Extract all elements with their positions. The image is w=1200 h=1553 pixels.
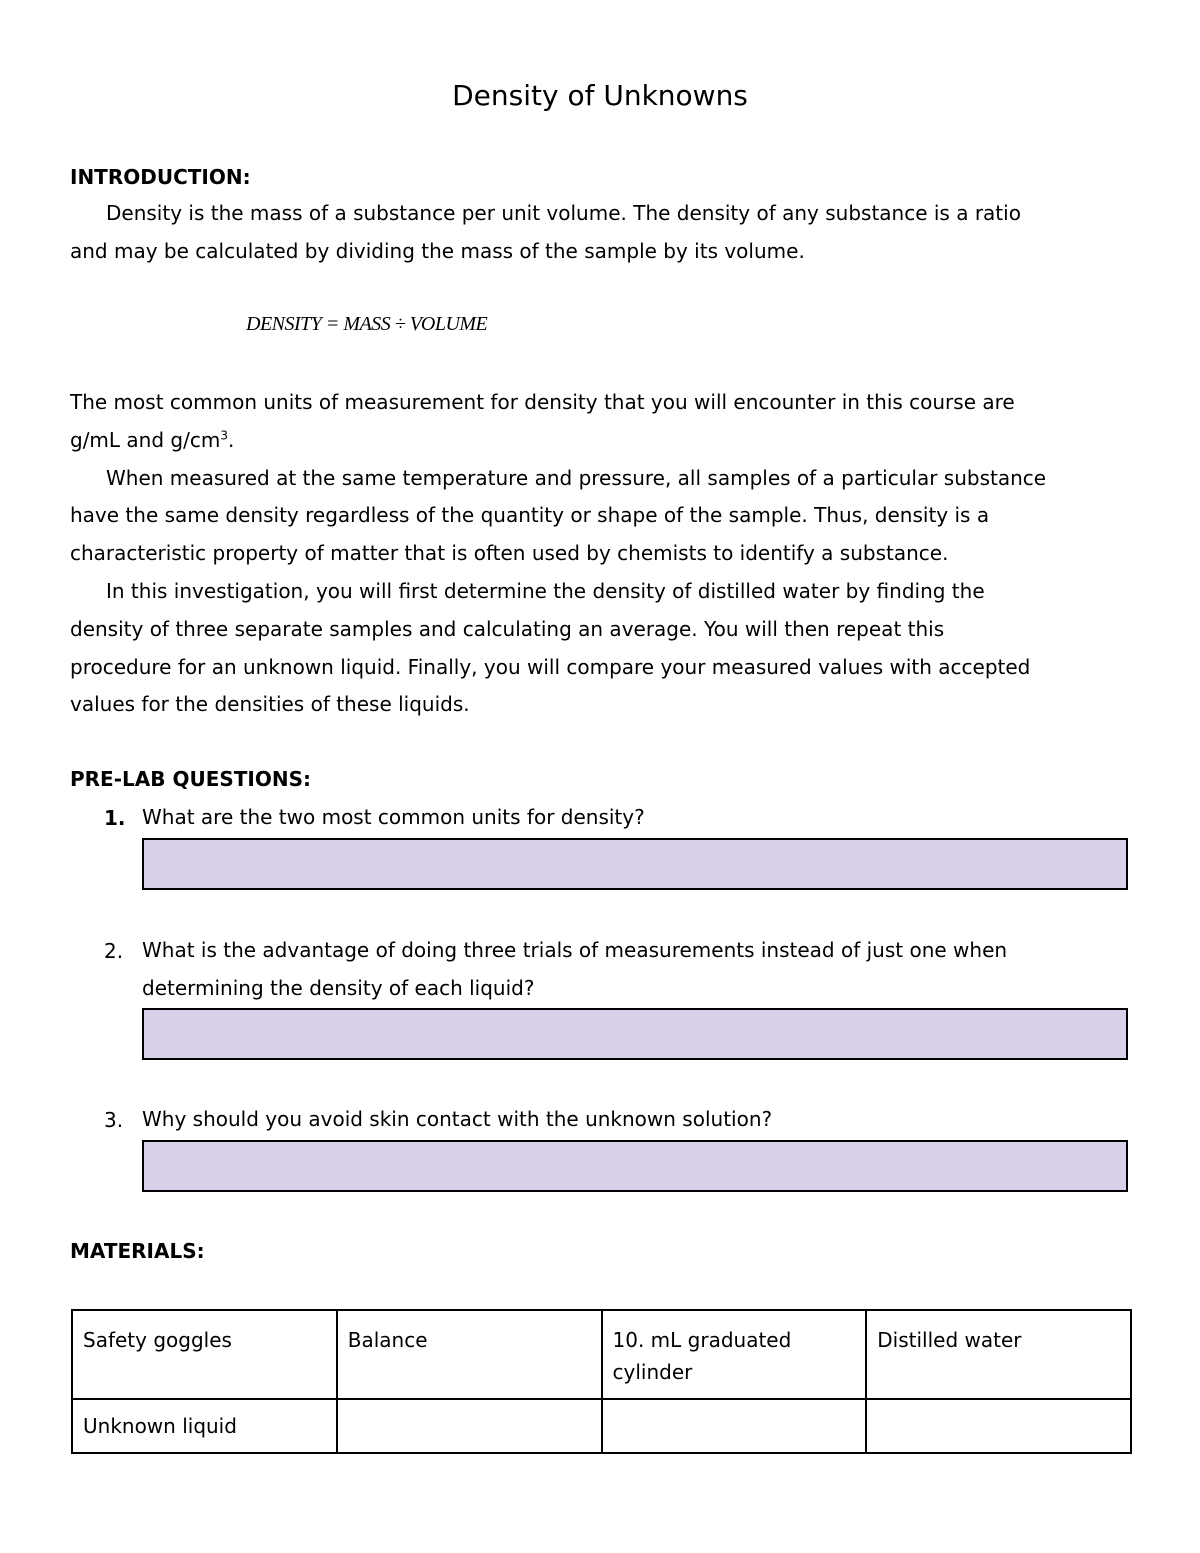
table-cell: Distilled water — [866, 1310, 1131, 1399]
intro-p3-line: When measured at the same temperature and pressure, all samples of a particular substance — [106, 465, 1047, 490]
question-line: determining the density of each liquid? — [142, 975, 535, 1000]
question-1-number: 1. — [104, 806, 126, 830]
answer-field-2[interactable] — [142, 1008, 1128, 1060]
materials-table — [71, 1309, 1132, 1454]
question-1-text — [142, 799, 1142, 837]
prelab-heading: PRE-LAB QUESTIONS: — [70, 767, 311, 791]
cubed-superscript: 3 — [220, 428, 228, 443]
table-cell — [337, 1399, 602, 1453]
density-formula: DENSITY = MASS ÷ VOLUME — [246, 313, 488, 335]
intro-p4-line: In this investigation, you will first determine the density of distilled water by finding the — [106, 578, 985, 603]
intro-paragraph-1 — [70, 195, 1140, 271]
materials-heading: MATERIALS: — [70, 1239, 205, 1263]
intro-p2-units-line — [70, 422, 1140, 460]
table-cell: Balance — [337, 1310, 602, 1399]
question-line: What are the two most common units for density? — [142, 805, 645, 829]
intro-p1-line: Density is the mass of a substance per unit volume. The density of any substance is a ratio — [106, 201, 1021, 225]
intro-paragraph-2 — [70, 384, 1140, 724]
table-row — [72, 1310, 1131, 1399]
introduction-heading: INTRODUCTION: — [70, 165, 251, 189]
question-2-number: 2. — [104, 939, 124, 963]
intro-p4-line: density of three separate samples and calculating an average. You will then repeat this — [70, 616, 945, 641]
units-text: g/mL and g/cm — [70, 427, 221, 452]
page-title: Density of Unknowns — [452, 79, 748, 112]
intro-p4-line: procedure for an unknown liquid. Finally, you will compare your measured values with accepted — [70, 654, 1031, 679]
question-3-text — [142, 1101, 1142, 1139]
intro-p4-line: values for the densities of these liquids. — [70, 692, 470, 717]
question-3-number: 3. — [104, 1108, 124, 1132]
intro-p3-line: have the same density regardless of the quantity or shape of the sample. Thus, density is a — [70, 503, 990, 528]
table-cell — [602, 1399, 867, 1453]
question-line: Why should you avoid skin contact with the unknown solution? — [142, 1107, 773, 1131]
table-cell: Safety goggles — [72, 1310, 337, 1399]
question-2-text — [142, 932, 1142, 1008]
answer-field-1[interactable] — [142, 838, 1128, 890]
intro-p3-line: characteristic property of matter that is often used by chemists to identify a substance. — [70, 541, 949, 566]
table-cell: Unknown liquid — [72, 1399, 337, 1453]
table-cell — [866, 1399, 1131, 1453]
question-line: What is the advantage of doing three trials of measurements instead of just one when — [142, 938, 1008, 962]
table-cell: 10. mL graduated cylinder — [602, 1310, 867, 1399]
intro-p2-line: The most common units of measurement for density that you will encounter in this course are — [70, 390, 1015, 414]
units-period: . — [227, 427, 235, 452]
table-row — [72, 1399, 1131, 1453]
answer-field-3[interactable] — [142, 1140, 1128, 1192]
intro-p1-line: and may be calculated by dividing the mass of the sample by its volume. — [70, 238, 805, 263]
